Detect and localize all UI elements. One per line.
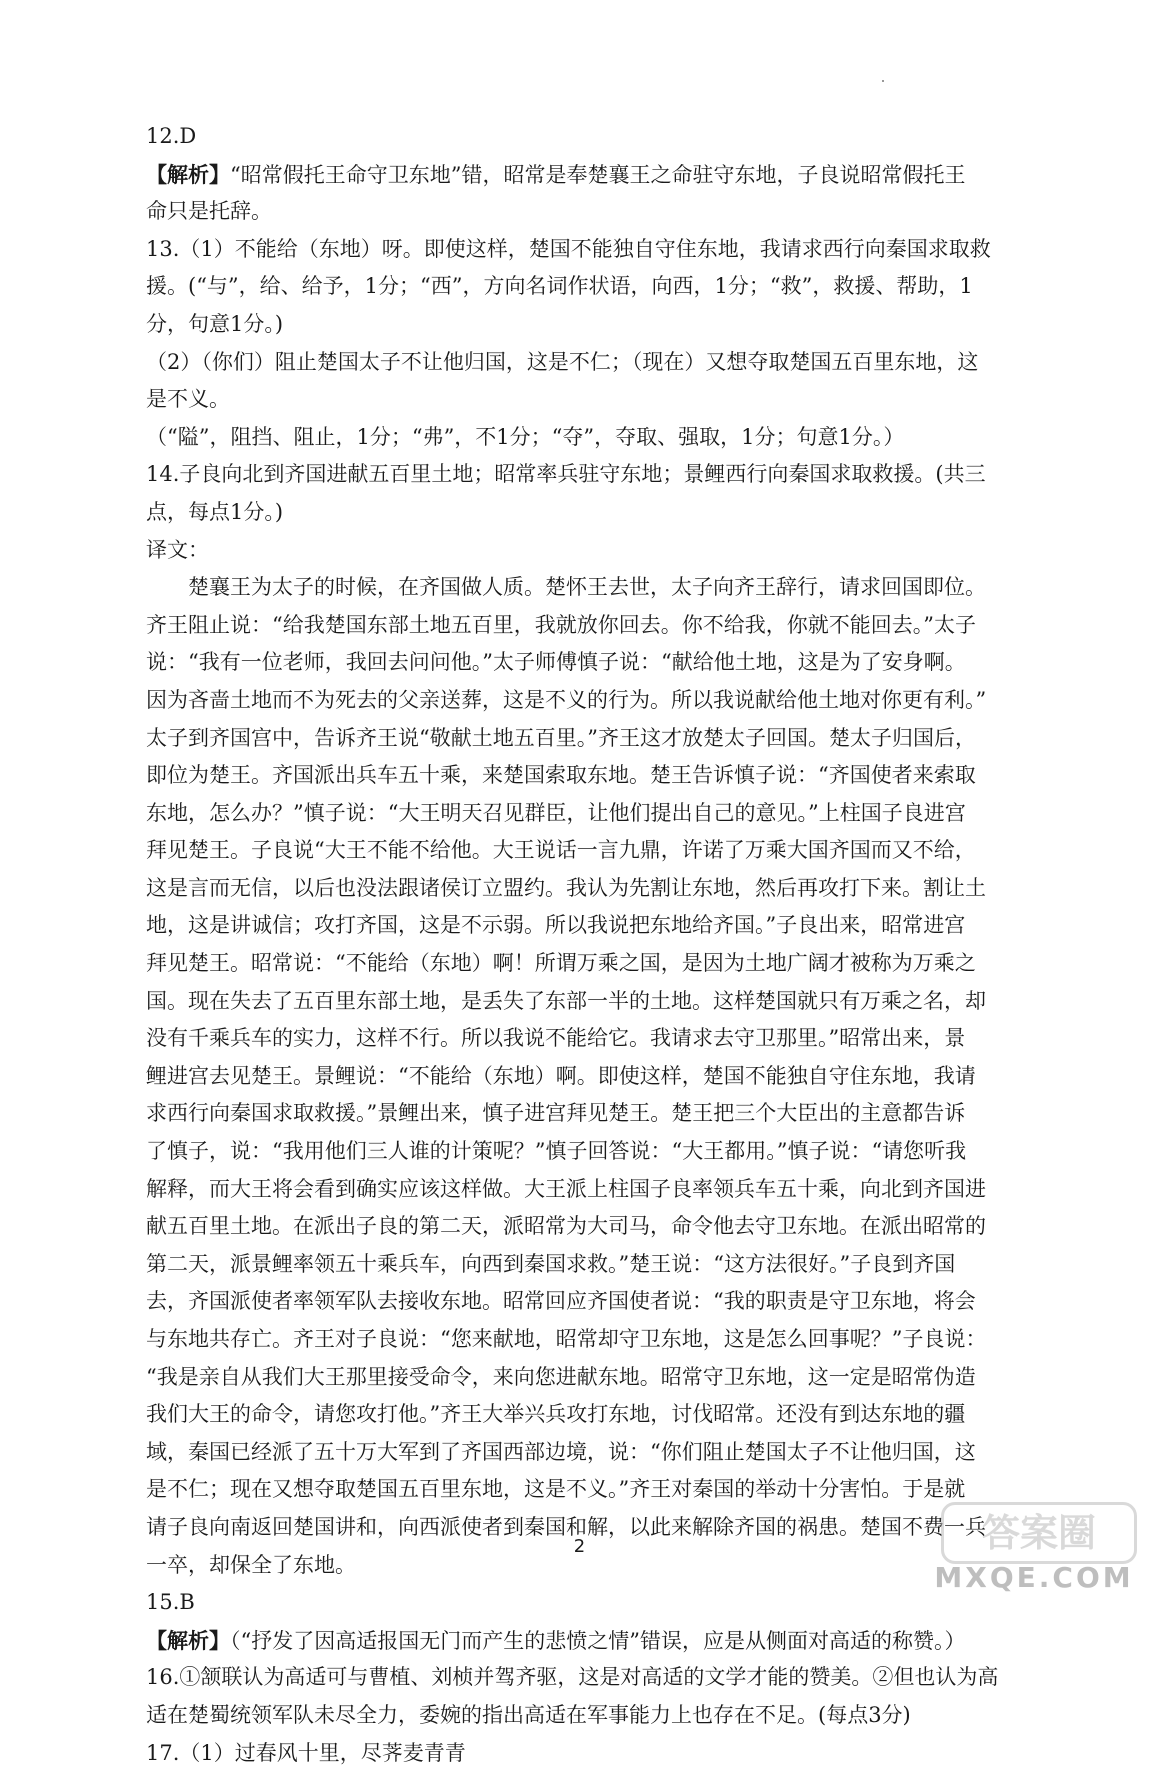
text-line-content: 一卒，却保全了东地。 xyxy=(146,1552,356,1577)
text-line-content: （2）（你们）阻止楚国太子不让他归国，这是不仁；（现在）又想夺取楚国五百里东地，这 xyxy=(146,349,979,374)
text-line xyxy=(146,118,1026,156)
text-line xyxy=(146,156,1026,194)
text-line-content: “昭常假托王命守卫东地”错，昭常是奉楚襄王之命驻守东地，子良说昭常假托王 xyxy=(230,162,966,187)
text-line xyxy=(146,569,1026,607)
text-line xyxy=(146,1020,1026,1058)
text-line xyxy=(146,907,1026,945)
text-line xyxy=(146,494,1026,532)
text-line-content: 即位为楚王。齐国派出兵车五十乘，来楚国索取东地。楚王告诉慎子说：“齐国使者来索取 xyxy=(146,763,976,788)
text-line xyxy=(146,268,1026,306)
analysis-tag: 【解析】 xyxy=(146,161,230,187)
text-line-content: “我是亲自从我们大王那里接受命令，来向您进献东地。昭常守卫东地，这一定是昭常伪造 xyxy=(146,1364,976,1389)
text-line xyxy=(146,870,1026,908)
text-line-content: 说：“我有一位老师，我回去问问他。”太子师傅慎子说：“献给他土地，这是为了安身啊。 xyxy=(146,650,966,675)
text-line xyxy=(146,532,1026,570)
text-line xyxy=(146,644,1026,682)
text-line-content: 是不义。 xyxy=(146,387,230,412)
text-line-content: 请子良向南返回楚国讲和，向西派使者到秦国和解，以此来解除齐国的祸患。楚国不费一兵 xyxy=(146,1514,986,1539)
text-line xyxy=(146,1396,1026,1434)
text-line-content: 我们大王的命令，请您攻打他。”齐王大举兴兵攻打东地，讨伐昭常。还没有到达东地的疆 xyxy=(146,1402,966,1427)
text-line xyxy=(146,720,1026,758)
text-line xyxy=(146,1359,1026,1397)
page-number: 2 xyxy=(573,1536,586,1557)
text-line xyxy=(146,682,1026,720)
text-line xyxy=(146,1434,1026,1472)
text-line xyxy=(146,1697,1026,1735)
text-line xyxy=(146,1283,1026,1321)
answer-text-body xyxy=(146,118,1026,1772)
text-line-content: 楚襄王为太子的时候，在齐国做人质。楚怀王去世，太子向齐王辞行，请求回国即位。 xyxy=(188,575,986,600)
text-line-content: 13.（1）不能给（东地）呀。即使这样，楚国不能独自守住东地，我请求西行向秦国求取救 xyxy=(146,236,991,261)
text-line-content: 这是言而无信，以后也没法跟诸侯订立盟约。我认为先割让东地，然后再攻打下来。割让土 xyxy=(146,875,986,900)
text-line-content: 是不仁；现在又想夺取楚国五百里东地，这是不义。”齐王对秦国的举动十分害怕。于是就 xyxy=(146,1477,966,1502)
text-line xyxy=(146,1471,1026,1509)
text-line-content: 适在楚蜀统领军队未尽全力，委婉的指出高适在军事能力上也存在不足。(每点3分) xyxy=(146,1702,911,1727)
text-line-content: 没有千乘兵车的实力，这样不行。所以我说不能给它。我请求去守卫那里。”昭常出来，景 xyxy=(146,1026,966,1051)
text-line-content: 因为吝啬土地而不为死去的父亲送葬，这是不义的行为。所以我说献给他土地对你更有利。” xyxy=(146,687,987,712)
text-line xyxy=(146,1208,1026,1246)
text-line-content: 第二天，派景鲤率领五十乘兵车，向西到秦国求救。”楚王说：“这方法很好。”子良到齐国 xyxy=(146,1251,956,1276)
text-line-content: 拜见楚王。子良说“大王不能不给他。大王说话一言九鼎，许诺了万乘大国齐国而又不给， xyxy=(146,838,976,863)
text-line xyxy=(146,306,1026,344)
text-line-content: 14.子良向北到齐国进献五百里土地；昭常率兵驻守东地；景鲤西行向秦国求取救援。(共三 xyxy=(146,462,986,487)
text-line-content: 解释，而大王将会看到确实应该这样做。大王派上柱国子良率领兵车五十乘，向北到齐国进 xyxy=(146,1176,986,1201)
text-line-content: 分，句意1分。) xyxy=(146,311,284,336)
text-line-content: 献五百里土地。在派出子良的第二天，派昭常为大司马，命令他去守卫东地。在派出昭常的 xyxy=(146,1214,986,1239)
text-line-content: （“抒发了因高适报国无门而产生的悲愤之情”错误，应是从侧面对高适的称赞。） xyxy=(230,1628,966,1653)
text-line xyxy=(146,1058,1026,1096)
text-line-content: 拜见楚王。昭常说：“不能给（东地）啊！所谓万乘之国，是因为土地广阔才被称为万乘之 xyxy=(146,951,976,976)
text-line xyxy=(146,1246,1026,1284)
text-line xyxy=(146,1095,1026,1133)
text-line-content: 鲤进宫去见楚王。景鲤说：“不能给（东地）啊。即使这样，楚国不能独自守住东地，我请 xyxy=(146,1063,976,1088)
text-line xyxy=(146,607,1026,645)
text-line xyxy=(146,983,1026,1021)
text-line xyxy=(146,1321,1026,1359)
text-line xyxy=(146,419,1026,457)
watermark-logo: 答案圈 xyxy=(941,1502,1137,1564)
text-line xyxy=(146,1659,1026,1697)
text-line xyxy=(146,757,1026,795)
scan-speck xyxy=(882,80,884,82)
text-line-content: 12.D xyxy=(146,124,197,148)
text-line-content: （“隘”，阻挡、阻止，1分；“弗”，不1分；“夺”，夺取、强取，1分；句意1分。） xyxy=(146,424,905,449)
text-line-content: 求西行向秦国求取救援。”景鲤出来，慎子进宫拜见楚王。楚王把三个大臣出的主意都告诉 xyxy=(146,1101,966,1126)
text-line xyxy=(146,1622,1026,1660)
text-line xyxy=(146,1171,1026,1209)
analysis-tag: 【解析】 xyxy=(146,1627,230,1653)
text-line-content: 了慎子，说：“我用他们三人谁的计策呢？”慎子回答说：“大王都用。”慎子说：“请您听我 xyxy=(146,1139,967,1164)
text-line-content: 东地，怎么办？”慎子说：“大王明天召见群臣，让他们提出自己的意见。”上柱国子良进宫 xyxy=(146,800,966,825)
text-line xyxy=(146,193,1026,231)
text-line xyxy=(146,945,1026,983)
text-line-content: 16.①颔联认为高适可与曹植、刘桢并驾齐驱，这是对高适的文学才能的赞美。②但也认为高 xyxy=(146,1665,999,1690)
text-line-content: 15.B xyxy=(146,1590,195,1615)
text-line-content: 援。(“与”，给、给予，1分；“西”，方向名词作状语，向西，1分；“救”，救援、帮助，1 xyxy=(146,274,973,299)
watermark-domain: MXQE.COM xyxy=(934,1561,1134,1594)
text-line-content: 国。现在失去了五百里东部土地，是丢失了东部一半的土地。这样楚国就只有万乘之名，却 xyxy=(146,988,986,1013)
text-line-content: 点，每点1分。) xyxy=(146,499,284,524)
text-line xyxy=(146,1735,1026,1772)
text-line-content: 与东地共存亡。齐王对子良说：“您来献地，昭常却守卫东地，这是怎么回事呢？”子良说： xyxy=(146,1327,987,1351)
text-line-content: 译文： xyxy=(146,537,209,562)
text-line xyxy=(146,456,1026,494)
text-line-content: 去，齐国派使者率领军队去接收东地。昭常回应齐国使者说：“我的职责是守卫东地，将会 xyxy=(146,1289,976,1314)
text-line-content: 17.（1）过春风十里，尽荠麦青青 xyxy=(146,1740,466,1765)
text-line-content: 域，秦国已经派了五十万大军到了齐国西部边境，说：“你们阻止楚国太子不让他归国，这 xyxy=(146,1439,976,1464)
text-line xyxy=(146,832,1026,870)
site-watermark xyxy=(919,1502,1149,1594)
text-line xyxy=(146,381,1026,419)
text-line xyxy=(146,231,1026,269)
text-line xyxy=(146,1584,1026,1622)
text-line xyxy=(146,795,1026,833)
text-line-content: 地，这是讲诚信；攻打齐国，这是不示弱。所以我说把东地给齐国。”子良出来，昭常进宫 xyxy=(146,913,966,938)
text-line-content: 太子到齐国宫中，告诉齐王说“敬献土地五百里。”齐王这才放楚太子回国。楚太子归国后， xyxy=(146,725,976,750)
text-line xyxy=(146,1133,1026,1171)
text-line xyxy=(146,344,1026,382)
text-line-content: 命只是托辞。 xyxy=(146,199,272,224)
text-line-content: 齐王阻止说：“给我楚国东部土地五百里，我就放你回去。你不给我，你就不能回去。”太子 xyxy=(146,612,976,637)
